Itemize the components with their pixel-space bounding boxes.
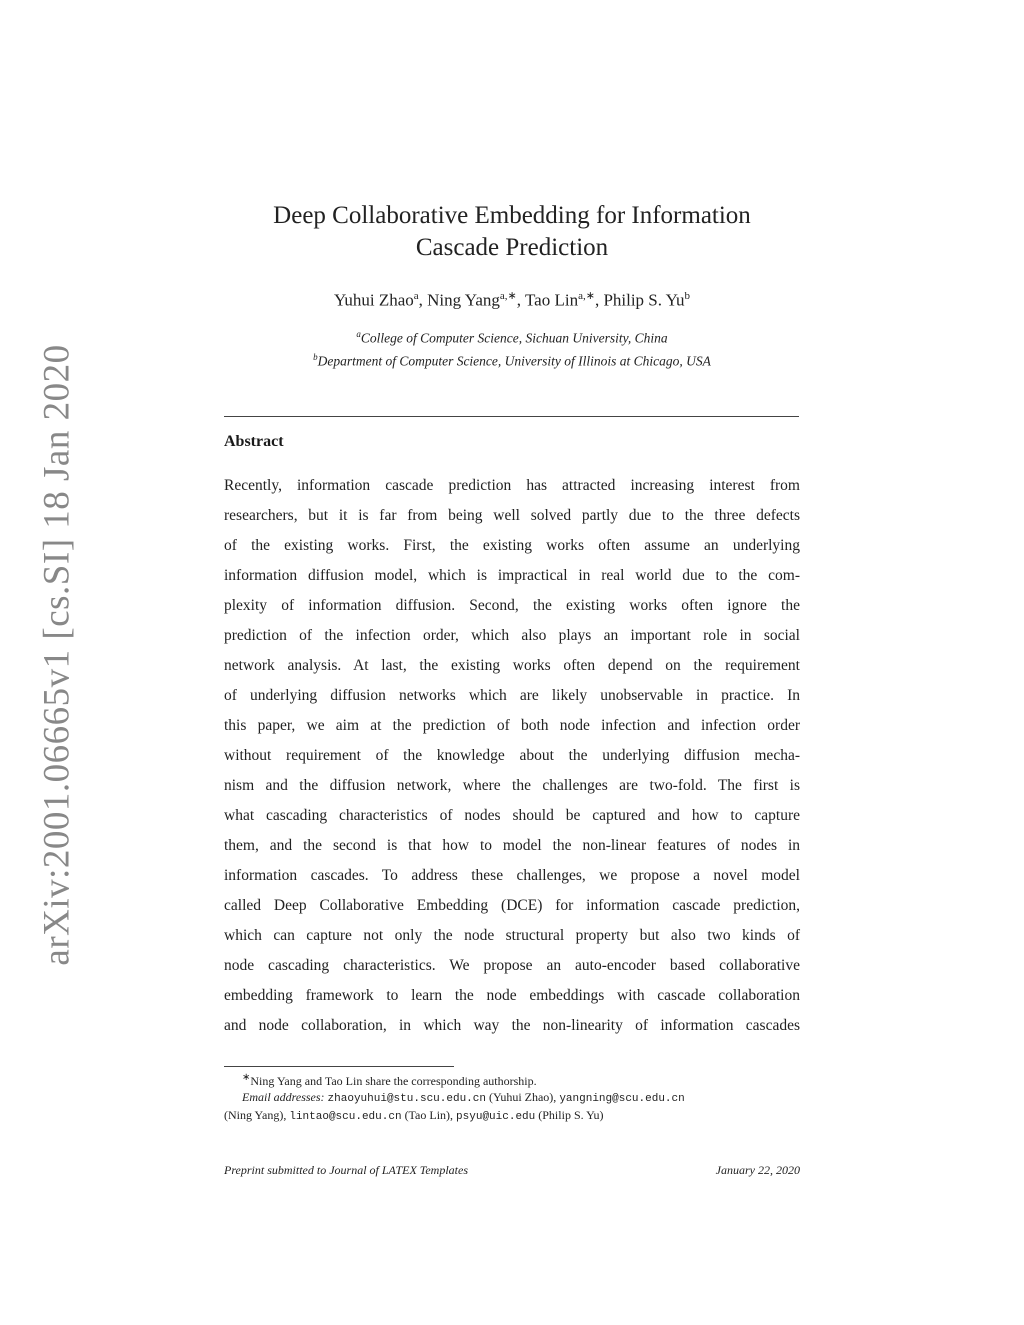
abstract-line: network analysis. At last, the existing works often depend on the requirement xyxy=(224,657,800,674)
abstract-line: prediction of the infection order, which also plays an important role in social xyxy=(224,627,800,644)
affiliation-mark: a xyxy=(356,329,361,339)
abstract-body xyxy=(224,471,800,1041)
affiliation-line xyxy=(0,348,1024,371)
title-line-1: Deep Collaborative Embedding for Information xyxy=(273,202,751,229)
abstract-line: researchers, but it is far from being well solved partly due to the three defects xyxy=(224,507,800,524)
abstract-line: nism and the diffusion network, where the challenges are two-fold. The first is xyxy=(224,777,800,794)
author-affil-mark: a,∗ xyxy=(578,290,595,302)
abstract-line: and node collaboration, in which way the non-linearity of information cascades xyxy=(224,1017,800,1034)
abstract-line: Recently, information cascade prediction has attracted increasing interest from xyxy=(224,477,800,494)
abstract-line: of the existing works. First, the existing works often assume an underlying xyxy=(224,537,800,554)
email-owner: (Tao Lin), xyxy=(404,1108,454,1122)
affiliation-text: Department of Computer Science, University of Illinois at Chicago, USA xyxy=(317,353,711,368)
affiliation-text: College of Computer Science, Sichuan University, China xyxy=(360,330,668,346)
abstract-heading: Abstract xyxy=(224,433,284,450)
affiliation-mark: b xyxy=(313,351,318,362)
email-link[interactable]: zhaoyuhui@stu.scu.edu.cn xyxy=(327,1093,486,1105)
arxiv-side-stamp: arXiv:2001.06665v1 [cs.SI] 18 Jan 2020 xyxy=(36,344,78,966)
author-name: Tao Lin xyxy=(524,290,579,310)
abstract-line: embedding framework to learn the node embeddings with cascade collaboration xyxy=(224,987,800,1004)
abstract-line: called Deep Collaborative Embedding (DCE) for information cascade prediction, xyxy=(224,897,800,914)
footnote-text: Ning Yang and Tao Lin share the corresponding authorship. xyxy=(250,1074,537,1088)
email-label: Email addresses: xyxy=(242,1090,325,1104)
abstract-line: information diffusion model, which is impractical in real world due to the com- xyxy=(224,567,800,584)
email-owner: (Yuhui Zhao), xyxy=(488,1090,557,1104)
email-owner: (Philip S. Yu) xyxy=(538,1108,604,1122)
abstract-line: node cascading characteristics. We propose an auto-encoder based collaborative xyxy=(224,957,800,974)
affiliations xyxy=(0,325,1024,370)
abstract-line: which can capture not only the node structural property but also two kinds of xyxy=(224,927,800,944)
author-affil-mark: a xyxy=(413,290,419,302)
email-footnote xyxy=(224,1089,804,1107)
header-divider xyxy=(224,416,799,417)
affiliation-line xyxy=(0,325,1024,348)
abstract-line: without requirement of the knowledge about the underlying diffusion mecha- xyxy=(224,747,800,764)
email-footnote-cont xyxy=(224,1108,604,1122)
email-link[interactable]: lintao@scu.edu.cn xyxy=(289,1111,402,1123)
corresponding-footnote xyxy=(224,1070,804,1089)
author-name: Ning Yang xyxy=(427,290,500,310)
author-name: Philip S. Yu xyxy=(603,290,685,310)
email-link[interactable]: psyu@uic.edu xyxy=(456,1111,536,1123)
abstract-line: of underlying diffusion networks which are likely unobservable in practice. In xyxy=(224,687,800,704)
email-owner: (Ning Yang), xyxy=(224,1108,287,1122)
footnotes xyxy=(224,1070,804,1125)
title-line-2: Cascade Prediction xyxy=(415,234,609,261)
abstract-line: information cascades. To address these challenges, we propose a novel model xyxy=(224,867,800,884)
footnote-divider xyxy=(224,1066,454,1067)
abstract-line: this paper, we aim at the prediction of both node infection and infection order xyxy=(224,717,800,734)
footer-preprint-note: Preprint submitted to Journal of LATEX Templates xyxy=(224,1163,469,1177)
author-name: Yuhui Zhao xyxy=(333,290,414,310)
footer-date: January 22, 2020 xyxy=(715,1163,800,1177)
email-link[interactable]: yangning@scu.edu.cn xyxy=(559,1093,685,1105)
abstract-line: plexity of information diffusion. Second, the existing works often ignore the xyxy=(224,597,800,614)
author-list: Yuhui Zhao$^a$, Ning Yang$^{a,∗}$, Tao Lin$^{a,∗}$, Philip S. Yu$^b$ xyxy=(333,290,691,310)
paper-title xyxy=(0,200,1024,264)
abstract-line: them, and the second is that how to model the non-linear features of nodes in xyxy=(224,837,800,854)
footnote-mark: ∗ xyxy=(242,1072,251,1083)
author-affil-mark: b xyxy=(684,290,691,302)
abstract-line: what cascading characteristics of nodes should be captured and how to capture xyxy=(224,807,800,824)
author-affil-mark: a,∗ xyxy=(499,290,517,302)
